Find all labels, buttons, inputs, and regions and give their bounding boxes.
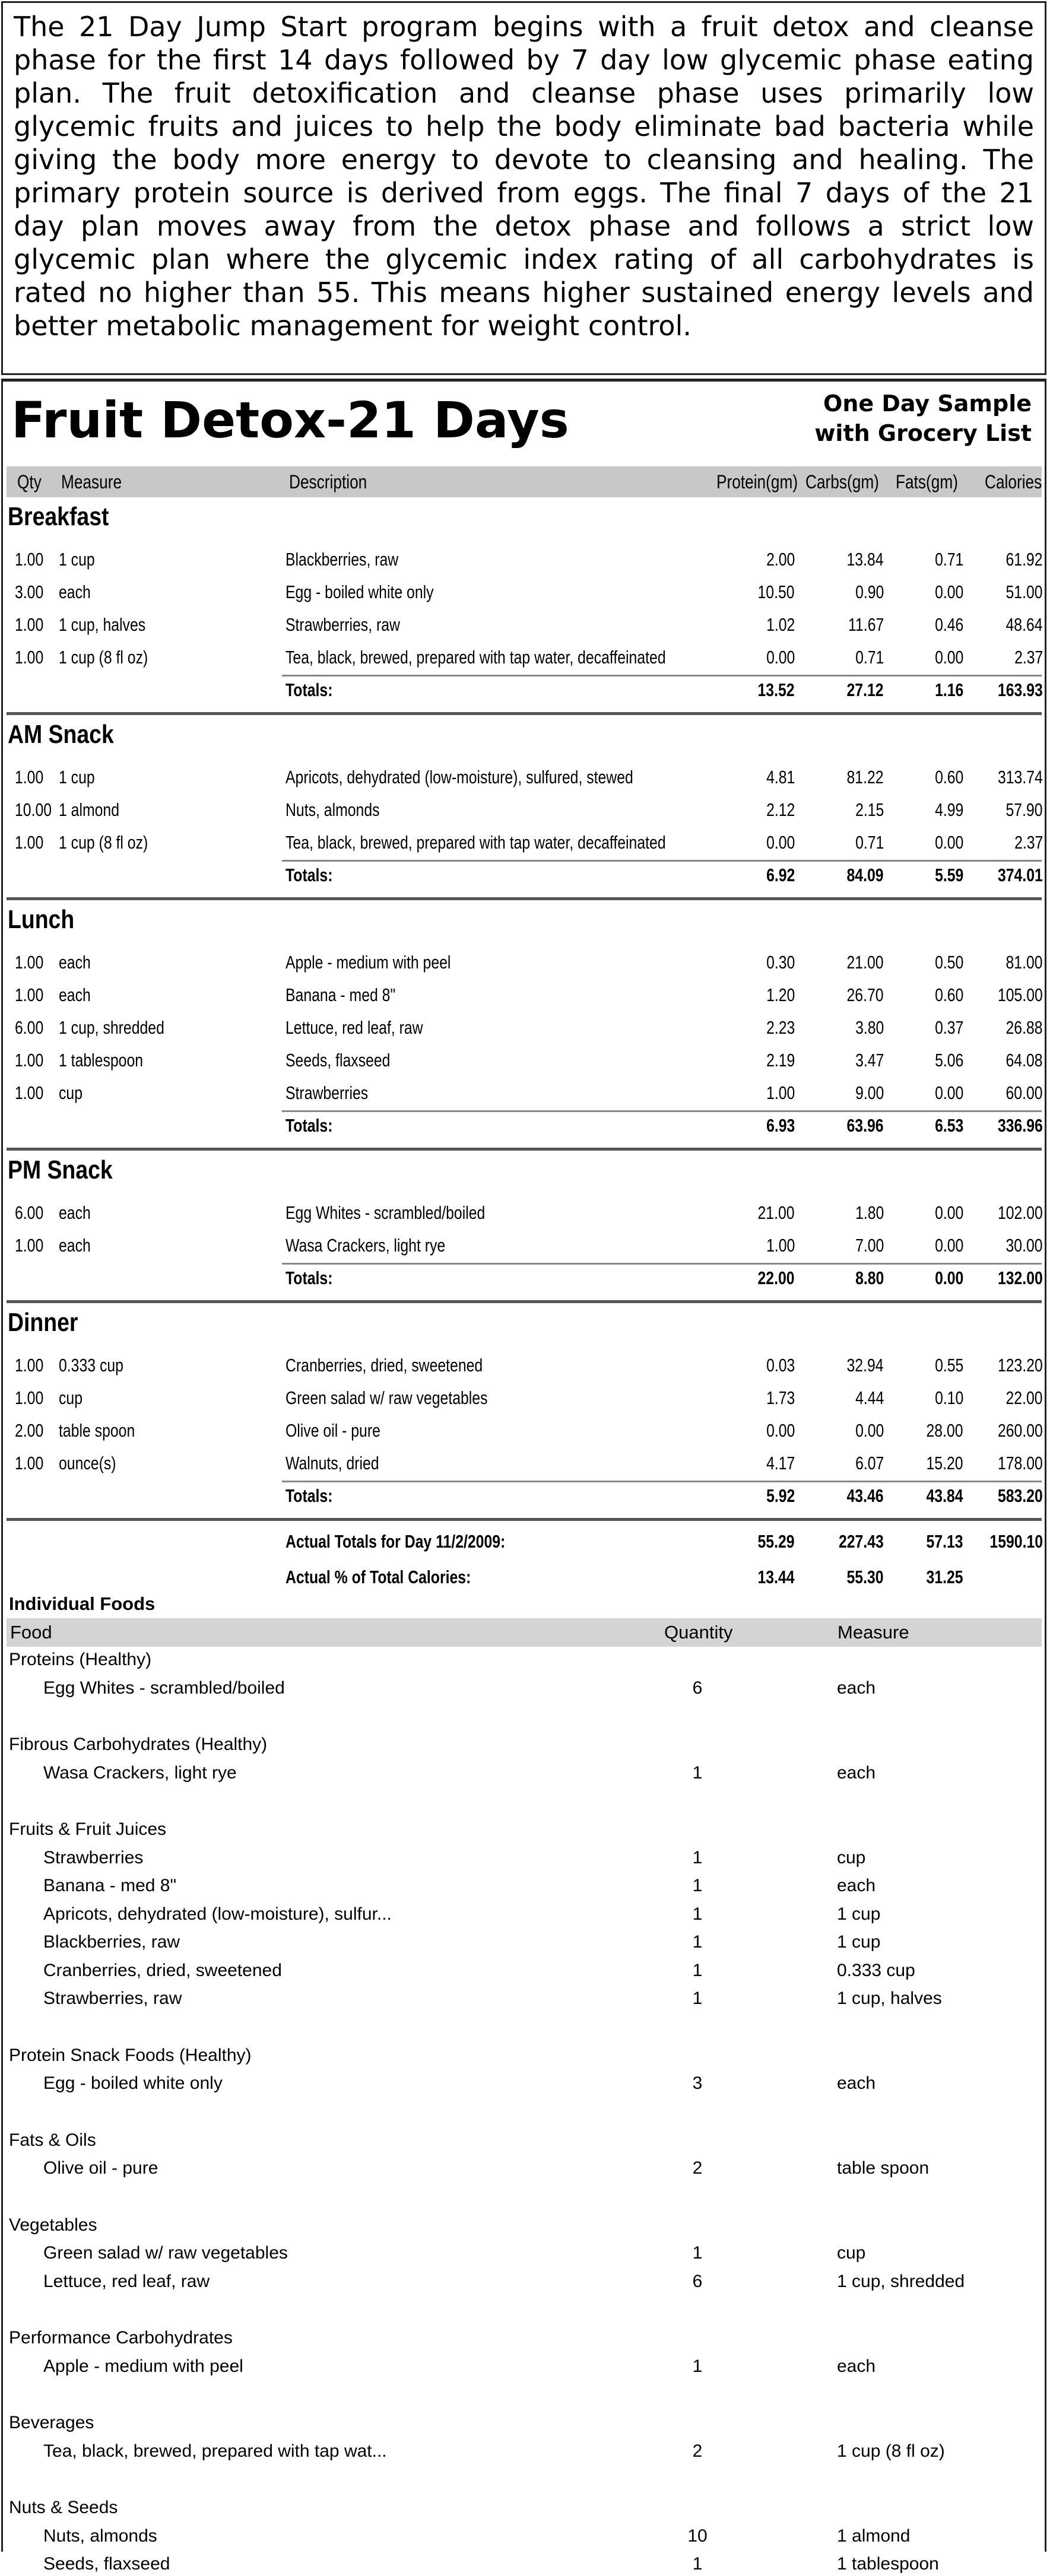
- row-value: 260.00: [998, 1420, 1043, 1441]
- row-value: 1.00: [766, 1082, 795, 1103]
- row-value: 1.73: [766, 1387, 795, 1408]
- totals-value: 583.20: [998, 1485, 1043, 1506]
- food-category: Fats & Oils: [9, 2130, 96, 2150]
- totals-value: 6.53: [934, 1115, 963, 1136]
- row-value: 2.19: [766, 1050, 795, 1071]
- totals-value: 1.16: [934, 679, 963, 700]
- row-measure: 0.333 cup: [59, 1355, 123, 1376]
- food-quantity: 1: [692, 2356, 703, 2376]
- food-quantity: 2: [692, 2441, 703, 2461]
- row-value: 3.47: [855, 1050, 884, 1071]
- row-qty: 6.00: [15, 1202, 44, 1223]
- food-measure: 1 cup: [837, 1904, 881, 1924]
- row-measure: cup: [59, 1082, 83, 1103]
- row-value: 0.00: [766, 1420, 795, 1441]
- row-value: 4.81: [766, 767, 795, 787]
- food-measure: 1 cup: [837, 1932, 881, 1952]
- totals-value: 27.12: [846, 679, 884, 700]
- row-value: 0.00: [766, 832, 795, 853]
- sample-label-line1: One Day Sample: [823, 390, 1032, 417]
- totals-value: 374.01: [998, 865, 1043, 885]
- row-value: 1.00: [766, 1235, 795, 1256]
- totals-divider: [282, 1263, 1042, 1265]
- row-value: 30.00: [1005, 1235, 1043, 1256]
- row-qty: 1.00: [15, 1453, 44, 1473]
- totals-divider: [282, 675, 1042, 676]
- row-qty: 6.00: [15, 1017, 44, 1038]
- food-quantity: 1: [692, 1989, 703, 2008]
- food-name: Strawberries, raw: [43, 1989, 182, 2008]
- totals-divider: [282, 860, 1042, 862]
- totals-divider: [282, 1110, 1042, 1112]
- row-value: 4.44: [855, 1387, 884, 1408]
- section-divider: [7, 1518, 1042, 1521]
- row-qty: 1.00: [15, 614, 44, 635]
- actual-pct-value: 31.25: [926, 1567, 963, 1587]
- row-value: 2.37: [1014, 647, 1043, 668]
- row-value: 102.00: [998, 1202, 1043, 1223]
- col-calories: Calories: [985, 471, 1042, 493]
- row-value: 6.07: [855, 1453, 884, 1473]
- row-description: Apricots, dehydrated (low-moisture), sulfured, stewed: [286, 767, 633, 787]
- row-qty: 1.00: [15, 1082, 44, 1103]
- row-value: 0.46: [934, 614, 963, 635]
- food-category: Protein Snack Foods (Healthy): [9, 2045, 252, 2065]
- row-value: 26.88: [1005, 1017, 1043, 1038]
- food-measure: 1 almond: [837, 2526, 911, 2546]
- row-measure: 1 almond: [59, 799, 120, 820]
- row-value: 9.00: [855, 1082, 884, 1103]
- totals-value: 22.00: [757, 1268, 795, 1288]
- totals-value: 163.93: [998, 679, 1043, 700]
- row-qty: 1.00: [15, 984, 44, 1005]
- row-measure: 1 tablespoon: [59, 1050, 144, 1071]
- totals-value: 5.59: [934, 865, 963, 885]
- intro-text: The 21 Day Jump Start program begins with a fruit detox and cleanse phase for the first 14 days followed by 7 day low glycemic phase eating plan. The fruit detoxification and cleanse phase uses primarily low glycemic fruits and juices to help the body eliminate bad bacteria while giving the body more energy to devote to cleansing and healing. The primary protein source is derived from eggs. The final 7 days of the 21 day plan moves away from the detox phase and follows a strict low glycemic plan where the glycemic index rating of all carbohydrates is rated no higher than 55. This means higher sustained energy levels and better metabolic management for weight control.: [14, 11, 1034, 342]
- row-value: 0.00: [934, 582, 963, 602]
- row-qty: 1.00: [15, 1235, 44, 1256]
- totals-value: 132.00: [998, 1268, 1043, 1288]
- row-measure: cup: [59, 1387, 83, 1408]
- food-category: Proteins (Healthy): [9, 1650, 152, 1669]
- meal-table-header: [7, 466, 1042, 497]
- row-value: 0.00: [934, 1082, 963, 1103]
- food-measure: each: [837, 2073, 876, 2093]
- food-quantity: 1: [692, 2243, 703, 2263]
- section-divider: [7, 712, 1042, 715]
- row-description: Lettuce, red leaf, raw: [286, 1017, 423, 1038]
- food-name: Green salad w/ raw vegetables: [43, 2243, 288, 2263]
- food-name: Nuts, almonds: [43, 2526, 157, 2546]
- sample-label-line2: with Grocery List: [814, 420, 1032, 446]
- row-value: 1.02: [766, 614, 795, 635]
- row-value: 2.23: [766, 1017, 795, 1038]
- food-category: Beverages: [9, 2413, 94, 2432]
- food-category: Fibrous Carbohydrates (Healthy): [9, 1735, 268, 1754]
- row-qty: 10.00: [15, 799, 52, 820]
- actual-totals-value: 227.43: [839, 1531, 884, 1552]
- row-value: 57.90: [1005, 799, 1043, 820]
- row-description: Olive oil - pure: [286, 1420, 380, 1441]
- food-quantity: 1: [692, 1876, 703, 1895]
- food-measure: each: [837, 1762, 876, 1783]
- col-description: Description: [289, 471, 367, 493]
- food-name: Strawberries: [43, 1847, 144, 1867]
- food-quantity: 1: [692, 1762, 703, 1783]
- col-fats: Fats(gm): [896, 471, 958, 493]
- food-quantity: 1: [692, 1847, 703, 1867]
- food-name: Blackberries, raw: [43, 1932, 180, 1952]
- food-quantity: 2: [692, 2158, 703, 2178]
- food-name: Egg Whites - scrambled/boiled: [43, 1678, 285, 1698]
- row-description: Nuts, almonds: [286, 799, 380, 820]
- row-qty: 1.00: [15, 1050, 44, 1071]
- section-title: Lunch: [8, 905, 75, 934]
- food-name: Seeds, flaxseed: [43, 2554, 170, 2574]
- food-name: Wasa Crackers, light rye: [43, 1762, 237, 1783]
- row-value: 0.71: [855, 647, 884, 668]
- food-name: Apple - medium with peel: [43, 2356, 243, 2376]
- col-qty: Qty: [17, 471, 42, 493]
- food-quantity: 1: [692, 2554, 703, 2574]
- row-value: 3.80: [855, 1017, 884, 1038]
- row-value: 11.67: [848, 614, 884, 635]
- row-qty: 1.00: [15, 1387, 44, 1408]
- row-measure: 1 cup (8 fl oz): [59, 647, 148, 668]
- row-description: Banana - med 8": [286, 984, 396, 1005]
- row-value: 13.84: [846, 549, 884, 570]
- row-qty: 1.00: [15, 549, 44, 570]
- totals-value: 84.09: [846, 865, 884, 885]
- actual-totals-value: 57.13: [926, 1531, 963, 1552]
- section-title: Breakfast: [8, 502, 109, 531]
- actual-totals-label: Actual Totals for Day 11/2/2009:: [286, 1531, 506, 1552]
- row-value: 0.00: [934, 832, 963, 853]
- row-value: 2.37: [1014, 832, 1043, 853]
- row-description: Apple - medium with peel: [286, 952, 451, 973]
- totals-value: 8.80: [855, 1268, 884, 1288]
- sample-label: [814, 389, 1032, 448]
- totals-value: 43.84: [926, 1485, 963, 1506]
- food-quantity: 3: [692, 2073, 703, 2093]
- row-value: 22.00: [1005, 1387, 1043, 1408]
- row-value: 0.10: [934, 1387, 963, 1408]
- actual-pct-value: 13.44: [757, 1567, 795, 1587]
- totals-label: Totals:: [286, 679, 333, 700]
- row-value: 61.92: [1005, 549, 1043, 570]
- food-name: Apricots, dehydrated (low-moisture), sulfur...: [43, 1904, 392, 1924]
- row-measure: ounce(s): [59, 1453, 116, 1473]
- row-qty: 1.00: [15, 767, 44, 787]
- row-value: 0.50: [934, 952, 963, 973]
- food-category: Vegetables: [9, 2215, 97, 2235]
- col-measure: Measure: [838, 1622, 909, 1643]
- row-description: Egg - boiled white only: [286, 582, 434, 602]
- food-category: Performance Carbohydrates: [9, 2328, 233, 2348]
- col-protein: Protein(gm): [716, 471, 798, 493]
- food-measure: cup: [837, 1847, 866, 1867]
- food-quantity: 1: [692, 1904, 703, 1924]
- totals-label: Totals:: [286, 1115, 333, 1136]
- row-value: 48.64: [1005, 614, 1043, 635]
- row-value: 2.12: [766, 799, 795, 820]
- row-value: 10.50: [757, 582, 795, 602]
- row-value: 15.20: [926, 1453, 963, 1473]
- food-measure: 1 cup (8 fl oz): [837, 2441, 945, 2461]
- row-value: 1.20: [766, 984, 795, 1005]
- row-value: 105.00: [998, 984, 1043, 1005]
- row-description: Wasa Crackers, light rye: [286, 1235, 446, 1256]
- food-measure: table spoon: [837, 2158, 930, 2178]
- row-value: 0.00: [766, 647, 795, 668]
- row-qty: 1.00: [15, 832, 44, 853]
- row-measure: 1 cup: [59, 767, 95, 787]
- section-divider: [7, 897, 1042, 900]
- food-measure: each: [837, 1876, 876, 1895]
- food-quantity: 1: [692, 1932, 703, 1952]
- row-measure: each: [59, 1235, 91, 1256]
- food-category: Nuts & Seeds: [9, 2498, 118, 2517]
- row-value: 21.00: [757, 1202, 795, 1223]
- row-measure: 1 cup, shredded: [59, 1017, 164, 1038]
- actual-pct-value: 55.30: [846, 1567, 884, 1587]
- totals-value: 0.00: [934, 1268, 963, 1288]
- food-name: Tea, black, brewed, prepared with tap wat...: [43, 2441, 387, 2461]
- row-measure: 1 cup, halves: [59, 614, 146, 635]
- food-measure: 1 cup, halves: [837, 1989, 942, 2008]
- row-value: 0.90: [855, 582, 884, 602]
- row-value: 5.06: [934, 1050, 963, 1071]
- food-quantity: 6: [692, 1678, 703, 1698]
- row-value: 0.71: [934, 549, 963, 570]
- row-description: Tea, black, brewed, prepared with tap water, decaffeinated: [286, 647, 666, 668]
- totals-value: 63.96: [846, 1115, 884, 1136]
- food-quantity: 6: [692, 2271, 703, 2291]
- row-value: 0.71: [855, 832, 884, 853]
- row-description: Strawberries: [286, 1082, 369, 1103]
- row-value: 0.60: [934, 767, 963, 787]
- section-divider: [7, 1148, 1042, 1151]
- intro-box: [1, 1, 1046, 375]
- row-measure: each: [59, 952, 91, 973]
- row-description: Strawberries, raw: [286, 614, 400, 635]
- row-qty: 2.00: [15, 1420, 44, 1441]
- row-value: 0.00: [934, 647, 963, 668]
- col-carbs: Carbs(gm): [805, 471, 879, 493]
- row-value: 0.60: [934, 984, 963, 1005]
- food-category: Fruits & Fruit Juices: [9, 1819, 167, 1839]
- row-value: 0.00: [855, 1420, 884, 1441]
- row-description: Egg Whites - scrambled/boiled: [286, 1202, 486, 1223]
- row-measure: each: [59, 984, 91, 1005]
- row-value: 26.70: [846, 984, 884, 1005]
- meal-plan-panel: [1, 379, 1046, 2574]
- totals-label: Totals:: [286, 865, 333, 885]
- totals-value: 6.92: [766, 865, 795, 885]
- row-description: Walnuts, dried: [286, 1453, 379, 1473]
- totals-value: 336.96: [998, 1115, 1043, 1136]
- row-value: 7.00: [855, 1235, 884, 1256]
- row-description: Blackberries, raw: [286, 549, 399, 570]
- actual-totals-value: 55.29: [757, 1531, 795, 1552]
- row-value: 2.15: [855, 799, 884, 820]
- section-title: PM Snack: [8, 1155, 113, 1184]
- totals-value: 13.52: [757, 679, 795, 700]
- col-quantity: Quantity: [664, 1622, 733, 1643]
- col-food: Food: [10, 1622, 52, 1643]
- row-value: 81.00: [1005, 952, 1043, 973]
- row-description: Green salad w/ raw vegetables: [286, 1387, 488, 1408]
- row-measure: each: [59, 1202, 91, 1223]
- food-name: Banana - med 8": [43, 1876, 177, 1895]
- row-value: 0.30: [766, 952, 795, 973]
- row-value: 313.74: [998, 767, 1043, 787]
- food-name: Egg - boiled white only: [43, 2073, 223, 2093]
- food-quantity: 10: [687, 2526, 708, 2546]
- totals-value: 5.92: [766, 1485, 795, 1506]
- row-value: 60.00: [1005, 1082, 1043, 1103]
- actual-totals-value: 1590.10: [989, 1531, 1043, 1552]
- row-measure: 1 cup (8 fl oz): [59, 832, 148, 853]
- section-title: Dinner: [8, 1308, 78, 1337]
- row-measure: 1 cup: [59, 549, 95, 570]
- row-value: 123.20: [998, 1355, 1043, 1376]
- individual-foods-header: [7, 1618, 1042, 1647]
- food-measure: each: [837, 1678, 876, 1698]
- row-value: 2.00: [766, 549, 795, 570]
- plan-title: Fruit Detox-21 Days: [11, 391, 569, 449]
- row-value: 0.37: [934, 1017, 963, 1038]
- row-value: 81.22: [846, 767, 884, 787]
- food-measure: 1 tablespoon: [837, 2554, 939, 2574]
- row-qty: 1.00: [15, 952, 44, 973]
- row-value: 21.00: [846, 952, 884, 973]
- section-title: AM Snack: [8, 720, 114, 749]
- row-value: 28.00: [926, 1420, 963, 1441]
- food-measure: 0.333 cup: [837, 1960, 915, 1980]
- food-name: Lettuce, red leaf, raw: [43, 2271, 210, 2291]
- food-measure: 1 cup, shredded: [837, 2271, 965, 2291]
- row-description: Seeds, flaxseed: [286, 1050, 391, 1071]
- totals-label: Totals:: [286, 1485, 333, 1506]
- row-value: 51.00: [1005, 582, 1043, 602]
- row-value: 0.00: [934, 1202, 963, 1223]
- totals-value: 6.93: [766, 1115, 795, 1136]
- totals-divider: [282, 1481, 1042, 1482]
- row-value: 4.17: [766, 1453, 795, 1473]
- food-measure: cup: [837, 2243, 866, 2263]
- food-measure: each: [837, 2356, 876, 2376]
- row-qty: 1.00: [15, 647, 44, 668]
- row-qty: 1.00: [15, 1355, 44, 1376]
- row-value: 64.08: [1005, 1050, 1043, 1071]
- totals-label: Totals:: [286, 1268, 333, 1288]
- row-qty: 3.00: [15, 582, 44, 602]
- row-value: 0.55: [934, 1355, 963, 1376]
- food-name: Cranberries, dried, sweetened: [43, 1960, 282, 1980]
- row-value: 4.99: [934, 799, 963, 820]
- individual-foods-title: Individual Foods: [9, 1593, 156, 1614]
- row-measure: table spoon: [59, 1420, 135, 1441]
- totals-value: 43.46: [846, 1485, 884, 1506]
- row-value: 0.00: [934, 1235, 963, 1256]
- row-value: 0.03: [766, 1355, 795, 1376]
- section-divider: [7, 1300, 1042, 1303]
- actual-pct-label: Actual % of Total Calories:: [286, 1567, 471, 1587]
- row-value: 32.94: [846, 1355, 884, 1376]
- row-measure: each: [59, 582, 91, 602]
- col-measure: Measure: [61, 471, 122, 493]
- row-description: Cranberries, dried, sweetened: [286, 1355, 483, 1376]
- row-value: 1.80: [855, 1202, 884, 1223]
- food-quantity: 1: [692, 1960, 703, 1980]
- row-description: Tea, black, brewed, prepared with tap water, decaffeinated: [286, 832, 666, 853]
- food-name: Olive oil - pure: [43, 2158, 158, 2178]
- row-value: 178.00: [998, 1453, 1043, 1473]
